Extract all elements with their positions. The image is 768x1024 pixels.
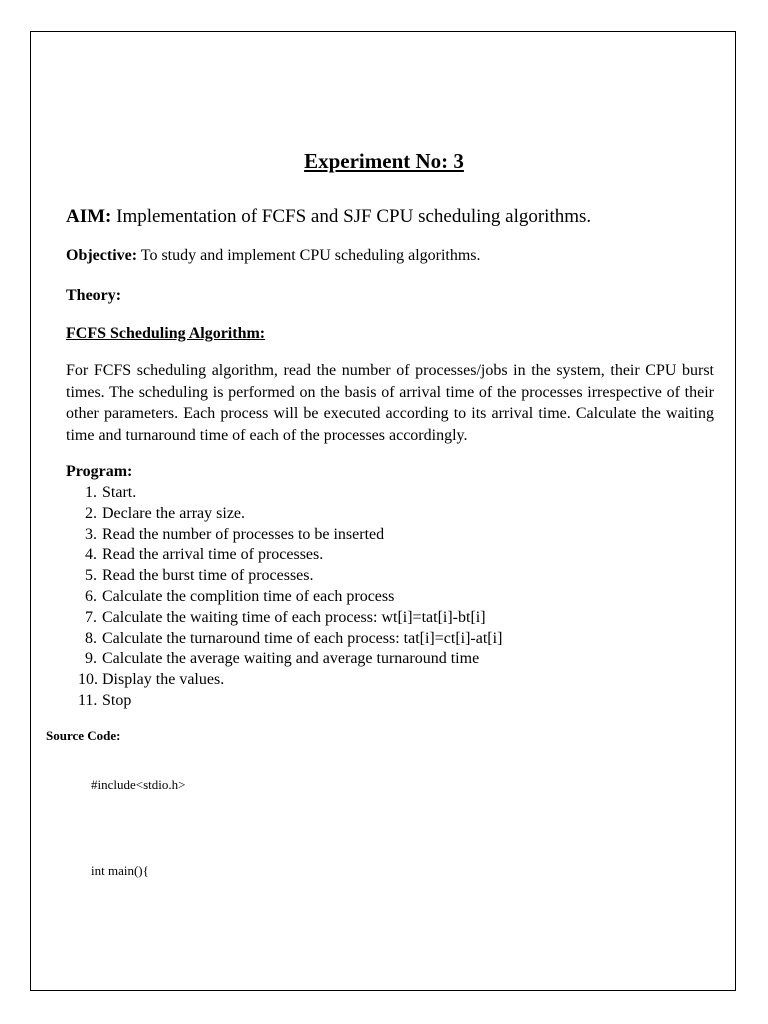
step-number: 2.	[85, 504, 97, 522]
aim-line	[66, 205, 591, 229]
fcfs-paragraph: For FCFS scheduling algorithm, read the number of processes/jobs in the system, their CPU burst times. The scheduling is performed on the basis of arrival time of the processes irrespective of their other parameters. Each process will be executed according to its arrival time. Calculate the waiting time and turnaround time of each of the processes accordingly.	[66, 362, 714, 444]
fcfs-heading: FCFS Scheduling Algorithm:	[66, 325, 266, 342]
step-text: Stop	[102, 691, 132, 709]
step-text: Calculate the waiting time of each process: wt[i]=tat[i]-bt[i]	[102, 608, 486, 626]
step-number: 1.	[85, 484, 97, 501]
step-text: Start.	[102, 484, 137, 501]
objective-line	[66, 246, 481, 266]
step-number: 3.	[85, 525, 97, 543]
step-text: Read the number of processes to be inserted	[102, 525, 385, 543]
objective-label: Objective:	[66, 247, 138, 264]
step-number: 9.	[85, 650, 97, 668]
source-code-heading: Source Code:	[46, 728, 121, 743]
step-text: Calculate the complition time of each process	[102, 587, 395, 605]
aim-text: Implementation of FCFS and SJF CPU scheduling algorithms.	[111, 206, 592, 227]
step-number: 8.	[85, 629, 97, 647]
step-text: Declare the array size.	[102, 504, 246, 522]
step-text: Read the burst time of processes.	[102, 567, 314, 585]
step-number: 5.	[85, 567, 97, 585]
step-text: Calculate the average waiting and average turnaround time	[102, 650, 480, 668]
code-line-include: #include<stdio.h>	[91, 777, 186, 792]
objective-text: To study and implement CPU scheduling algorithms.	[137, 247, 481, 264]
step-text: Calculate the turnaround time of each process: tat[i]=ct[i]-at[i]	[102, 629, 503, 647]
step-number: 7.	[85, 608, 97, 626]
aim-label: AIM:	[66, 206, 112, 227]
step-number: 6.	[85, 587, 97, 605]
step-text: Display the values.	[102, 671, 225, 689]
program-heading: Program:	[66, 463, 133, 480]
theory-heading: Theory:	[66, 287, 122, 304]
experiment-title: Experiment No: 3	[304, 149, 464, 173]
code-line-main: int main(){	[91, 863, 149, 878]
step-number: 11.	[78, 691, 98, 709]
step-text: Read the arrival time of processes.	[102, 546, 324, 564]
step-number: 4.	[85, 546, 97, 564]
step-number: 10.	[78, 671, 98, 689]
